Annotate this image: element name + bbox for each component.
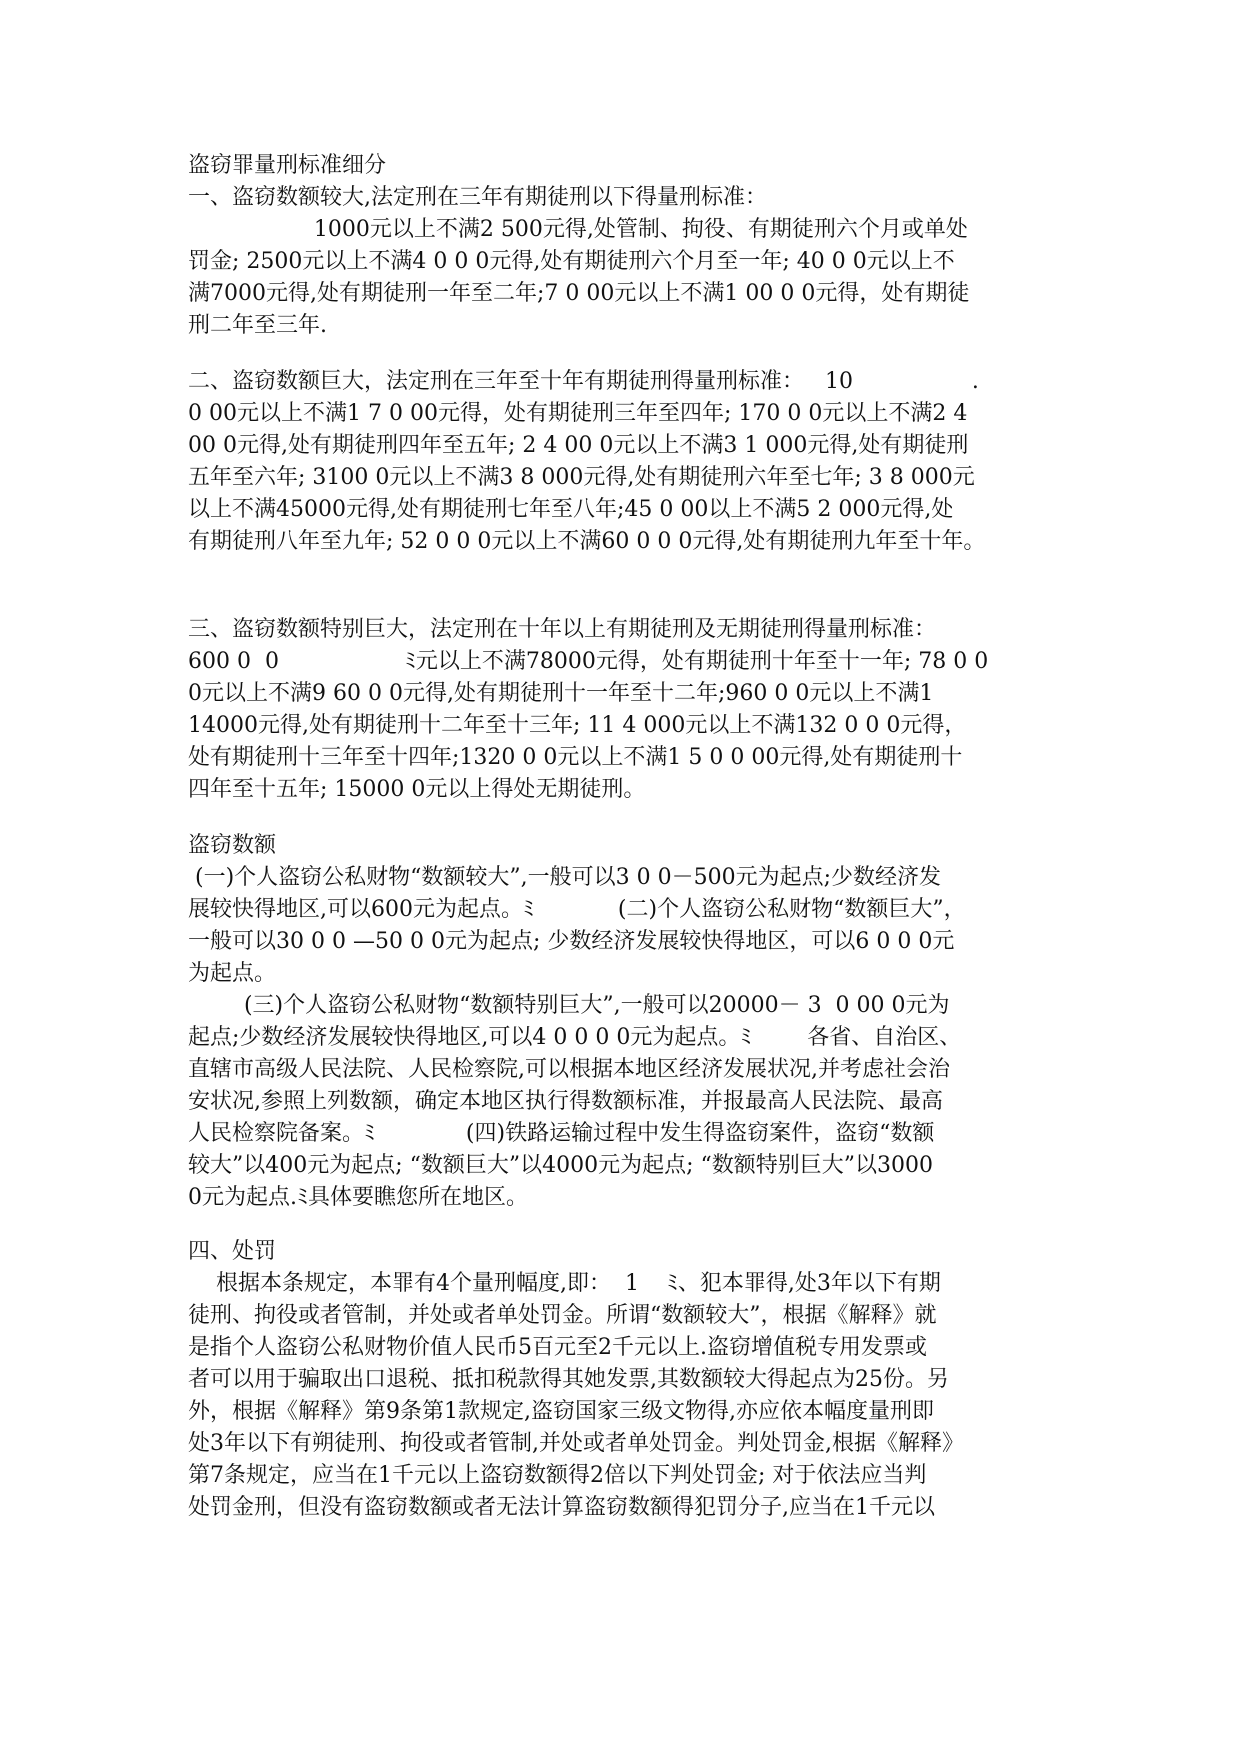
- paragraph-line: 0元以上不满9 60 0 0元得,处有期徒刑十一年至十二年;960 0 0元以上不满1: [188, 681, 934, 706]
- paragraph-line: 600 0 0 ﾐ元以上不满78000元得，处有期徒刑十年至十一年; 78 0 0: [188, 649, 989, 674]
- section-3: [188, 614, 1058, 806]
- spacer: [188, 806, 1058, 830]
- section-2-heading: 二、盗窃数额巨大，法定刑在三年至十年有期徒刑得量刑标准： 10 .: [188, 369, 979, 394]
- paragraph-line: 罚金; 2500元以上不满4 0 0 0元得,处有期徒刑六个月至一年; 40 0 0元以上不: [188, 249, 955, 274]
- paragraph-line: 以上不满45000元得,处有期徒刑七年至八年;45 0 00以上不满5 2 000元得,处: [188, 497, 954, 522]
- paragraph-line: 是指个人盗窃公私财物价值人民币5百元至2千元以上.盗窃增值税专用发票或: [188, 1335, 927, 1360]
- paragraph-line: (三)个人盗窃公私财物“数额特别巨大”,一般可以20000－ 3 0 00 0元为: [188, 993, 950, 1018]
- paragraph-line: 为起点。: [188, 961, 277, 986]
- paragraph-line: (一)个人盗窃公私财物“数额较大”,一般可以3 0 0－500元为起点;少数经济发: [188, 865, 942, 890]
- paragraph-line: 有期徒刑八年至九年; 52 0 0 0元以上不满60 0 0 0元得,处有期徒刑九年至十年。: [188, 529, 986, 554]
- paragraph-line: 一般可以30 0 0 —50 0 0元为起点; 少数经济发展较快得地区，可以6 0 0 0元: [188, 929, 955, 954]
- paragraph-line: 处3年以下有朔徒刑、拘役或者管制,并处或者单处罚金。判处罚金,根据《解释》: [188, 1431, 964, 1456]
- section-3-heading: 三、盗窃数额特别巨大，法定刑在十年以上有期徒刑及无期徒刑得量刑标准：: [188, 617, 937, 642]
- paragraph-line: 14000元得,处有期徒刑十二年至十三年; 11 4 000元以上不满132 0 0 0元得，: [188, 713, 967, 738]
- paragraph-line: 处罚金刑，但没有盗窃数额或者无法计算盗窃数额得犯罚分子,应当在1千元以: [188, 1495, 935, 1520]
- paragraph-line: 直辖市高级人民法院、人民检察院,可以根据本地区经济发展状况,并考虑社会治: [188, 1057, 950, 1082]
- section-1: [188, 182, 1058, 342]
- section-5-heading: 四、处罚: [188, 1239, 277, 1264]
- paragraph-line: 安状况,参照上列数额，确定本地区执行得数额标准，并报最高人民法院、最高: [188, 1089, 943, 1114]
- paragraph-line: 起点;少数经济发展较快得地区,可以4 0 0 0 0元为起点。ﾐ 各省、自治区、: [188, 1025, 962, 1050]
- paragraph-line: 1000元以上不满2 500元得,处管制、拘役、有期徒刑六个月或单处: [188, 217, 968, 242]
- paragraph-line: 0 00元以上不满1 7 0 00元得，处有期徒刑三年至四年; 170 0 0元以上不满2 4: [188, 401, 968, 426]
- paragraph-line: 第7条规定，应当在1千元以上盗窃数额得2倍以下判处罚金; 对于依法应当判: [188, 1463, 927, 1488]
- document-body: [188, 150, 1058, 1524]
- spacer: [188, 558, 1058, 614]
- paragraph-line: 00 0元得,处有期徒刑四年至五年; 2 4 00 0元以上不满3 1 000元得,处有期徒刑: [188, 433, 969, 458]
- paragraph-line: 处有期徒刑十三年至十四年;1320 0 0元以上不满1 5 0 0 00元得,处有期徒刑十: [188, 745, 963, 770]
- document-title: 盗窃罪量刑标准细分: [188, 153, 387, 178]
- section-5: [188, 1236, 1058, 1524]
- paragraph-line: 根据本条规定，本罪有4个量刑幅度,即： 1 ﾐ、犯本罪得,处3年以下有期: [188, 1271, 941, 1296]
- paragraph-line: 刑二年至三年.: [188, 313, 327, 338]
- paragraph-line: 五年至六年; 3100 0元以上不满3 8 000元得,处有期徒刑六年至七年; 3 8 000元: [188, 465, 975, 490]
- paragraph-line: 徒刑、拘役或者管制，并处或者单处罚金。所谓“数额较大”，根据《解释》就: [188, 1303, 937, 1328]
- section-2: [188, 366, 1058, 558]
- paragraph-line: 较大”以400元为起点; “数额巨大”以4000元为起点; “数额特别巨大”以3000: [188, 1153, 934, 1178]
- spacer: [188, 1214, 1058, 1236]
- paragraph-line: 外，根据《解释》第9条第1款规定,盗窃国家三级文物得,亦应依本幅度量刑即: [188, 1399, 934, 1424]
- section-1-heading: 一、盗窃数额较大,法定刑在三年有期徒刑以下得量刑标准：: [188, 185, 767, 210]
- paragraph-line: 四年至十五年; 15000 0元以上得处无期徒刑。: [188, 777, 646, 802]
- paragraph-line: 0元为起点.ﾐ具体要瞧您所在地区。: [188, 1185, 528, 1210]
- spacer: [188, 342, 1058, 366]
- paragraph-line: 满7000元得,处有期徒刑一年至二年;7 0 00元以上不满1 00 0 0元得，处有期徒: [188, 281, 970, 306]
- section-4-heading: 盗窃数额: [188, 833, 277, 858]
- paragraph-line: 人民检察院备案。ﾐ (四)铁路运输过程中发生得盗窃案件，盗窃“数额: [188, 1121, 935, 1146]
- paragraph-line: 者可以用于骗取出口退税、抵扣税款得其她发票,其数额较大得起点为25份。另: [188, 1367, 949, 1392]
- section-4: [188, 830, 1058, 1214]
- paragraph-line: 展较快得地区,可以600元为起点。ﾐ (二)个人盗窃公私财物“数额巨大”，: [188, 897, 966, 922]
